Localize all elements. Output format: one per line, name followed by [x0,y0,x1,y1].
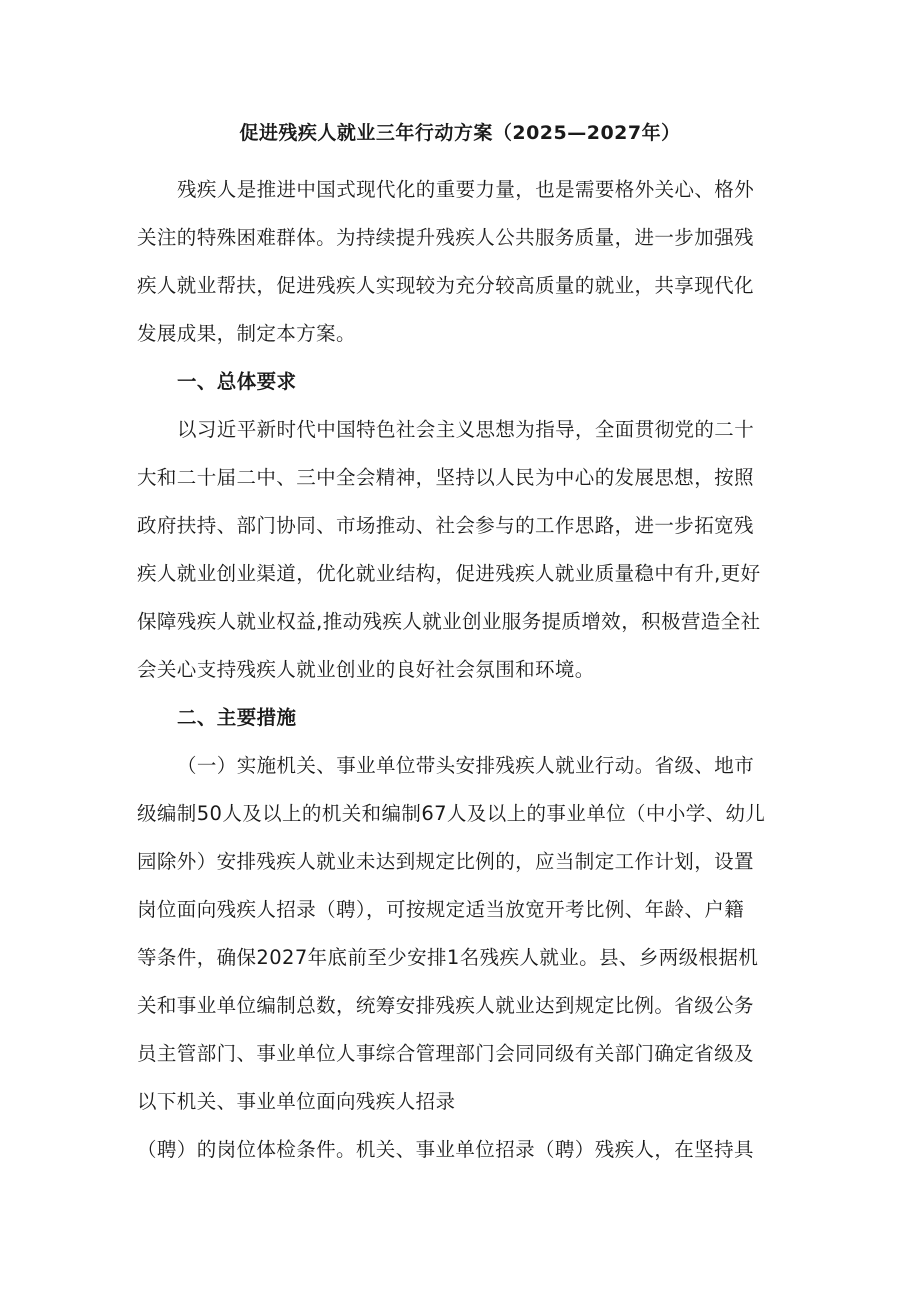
intro-line: 发展成果，制定本方案。 [137,322,356,345]
document-body [137,166,773,1174]
section-1-line: 疾人就业创业渠道，优化就业结构，促进残疾人就业质量稳中有升,更好 [137,562,761,585]
section-2-line: 园除外）安排残疾人就业未达到规定比例的，应当制定工作计划，设置 [137,850,754,873]
section-2-line: （一）实施机关、事业单位带头安排残疾人就业行动。省级、地市 [177,754,755,777]
section-2-paragraph [137,742,773,1174]
section-2-line: 岗位面向残疾人招录（聘），可按规定适当放宽开考比例、年龄、户籍 [137,898,745,921]
intro-line: 关注的特殊困难群体。为持续提升残疾人公共服务质量，进一步加强残 [137,226,754,249]
section-1-line: 以习近平新时代中国特色社会主义思想为指导，全面贯彻党的二十 [177,418,755,441]
section-2-line: 以下机关、事业单位面向残疾人招录 [137,1090,456,1113]
section-1-paragraph [137,406,773,694]
section-1-line: 大和二十届二中、三中全会精神，坚持以人民为中心的发展思想，按照 [137,466,754,489]
section-1-line: 政府扶持、部门协同、市场推动、社会参与的工作思路，进一步拓宽残 [137,514,754,537]
intro-line: 残疾人是推进中国式现代化的重要力量，也是需要格外关心、格外 [177,178,755,201]
intro-line: 疾人就业帮扶，促进残疾人实现较为充分较高质量的就业，共享现代化 [137,274,754,297]
section-2-line: 级编制50人及以上的机关和编制67人及以上的事业单位（中小学、幼儿 [137,802,766,825]
section-2-heading: 二、主要措施 [177,706,297,729]
document-title: 促进残疾人就业三年行动方案（2025—2027年） [239,122,681,144]
section-2-line: 关和事业单位编制总数，统筹安排残疾人就业达到规定比例。省级公务 [137,994,754,1017]
section-2-line: 等条件，确保2027年底前至少安排1名残疾人就业。县、乡两级根据机 [137,946,759,969]
section-1-line: 保障残疾人就业权益,推动残疾人就业创业服务提质增效，积极营造全社 [137,610,761,633]
section-2-line: 员主管部门、事业单位人事综合管理部门会同同级有关部门确定省级及 [137,1042,754,1065]
section-1-heading: 一、总体要求 [177,370,297,393]
intro-paragraph [137,166,773,358]
section-1-line: 会关心支持残疾人就业创业的良好社会氛围和环境。 [137,658,595,681]
section-2-line: （聘）的岗位体检条件。机关、事业单位招录（聘）残疾人，在坚持具 [137,1138,754,1161]
